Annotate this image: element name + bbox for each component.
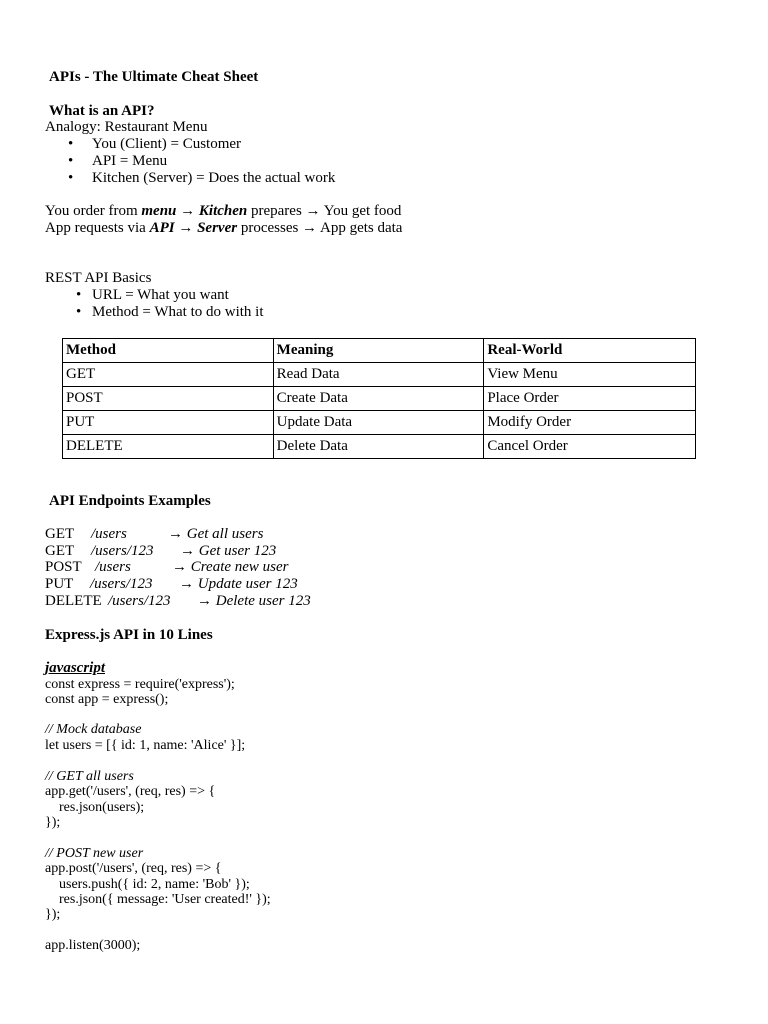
table-row <box>63 435 696 459</box>
section-heading-rest: REST API Basics <box>45 270 152 286</box>
table-cell: GET <box>63 363 274 387</box>
table-cell: Cancel Order <box>484 435 696 459</box>
endpoint-method: DELETE <box>45 593 102 609</box>
code-comment: // Mock database <box>45 722 142 737</box>
column-header: Real-World <box>484 339 696 363</box>
endpoint-path: /users/123 <box>90 576 153 592</box>
table-cell: Modify Order <box>484 411 696 435</box>
list-item: URL = What you want <box>92 287 229 303</box>
bullet-icon: • <box>76 287 82 303</box>
code-line: res.json(users); <box>45 800 145 815</box>
code-line: users.push({ id: 2, name: 'Bob' }); <box>45 877 250 892</box>
document-title: APIs - The Ultimate Cheat Sheet <box>49 69 259 85</box>
endpoint-description: → Update user 123 <box>179 576 298 592</box>
table-header-row <box>63 339 696 363</box>
endpoint-method: GET <box>45 543 75 559</box>
flow-line-1 <box>45 203 401 220</box>
endpoint-description: → Get user 123 <box>180 543 277 559</box>
section-heading-endpoints: API Endpoints Examples <box>49 493 211 509</box>
code-language-label: javascript <box>45 660 105 676</box>
endpoint-path: /users <box>95 559 131 575</box>
code-line: app.post('/users', (req, res) => { <box>45 861 222 876</box>
table-cell: DELETE <box>63 435 274 459</box>
section-heading-express: Express.js API in 10 Lines <box>45 627 213 643</box>
table-cell: Update Data <box>273 411 484 435</box>
table-cell: PUT <box>63 411 274 435</box>
table-row <box>63 387 696 411</box>
bullet-icon: • <box>76 304 82 320</box>
endpoint-path: /users/123 <box>91 543 154 559</box>
flow-emphasis: Server <box>197 220 238 236</box>
flow-text: processes → App gets data <box>237 220 403 236</box>
endpoint-description: → Get all users <box>168 526 264 542</box>
section-heading-what-is-api: What is an API? <box>49 103 155 119</box>
table-row <box>63 411 696 435</box>
bullet-icon: • <box>68 170 74 186</box>
arrow-icon: → <box>176 203 199 219</box>
bullet-icon: • <box>68 153 74 169</box>
endpoint-method: POST <box>45 559 82 575</box>
flow-text: prepares → You get food <box>247 203 402 219</box>
table-row <box>63 363 696 387</box>
code-line: res.json({ message: 'User created!' }); <box>45 892 271 907</box>
flow-line-2 <box>45 220 402 237</box>
table-cell: POST <box>63 387 274 411</box>
endpoint-path: /users <box>91 526 127 542</box>
bullet-icon: • <box>68 136 74 152</box>
flow-emphasis: API <box>149 220 175 236</box>
flow-text: App requests via <box>45 220 150 236</box>
code-line: }); <box>45 907 61 922</box>
table-cell: Delete Data <box>273 435 484 459</box>
code-line: app.get('/users', (req, res) => { <box>45 784 216 799</box>
endpoint-description: → Create new user <box>172 559 289 575</box>
code-line: const app = express(); <box>45 692 169 707</box>
flow-emphasis: Kitchen <box>198 203 248 219</box>
http-methods-table <box>62 338 696 459</box>
column-header: Method <box>63 339 274 363</box>
code-line: app.listen(3000); <box>45 938 141 953</box>
arrow-icon: → <box>174 220 198 236</box>
flow-emphasis: menu <box>141 203 177 219</box>
table-cell: Place Order <box>484 387 696 411</box>
list-item: API = Menu <box>92 153 168 169</box>
analogy-text: Analogy: Restaurant Menu <box>45 119 208 135</box>
table-cell: View Menu <box>484 363 696 387</box>
list-item: You (Client) = Customer <box>92 136 242 152</box>
code-line: const express = require('express'); <box>45 677 235 692</box>
code-line: let users = [{ id: 1, name: 'Alice' }]; <box>45 738 246 753</box>
code-line: }); <box>45 815 61 830</box>
endpoint-description: → Delete user 123 <box>197 593 311 609</box>
code-comment: // POST new user <box>45 846 144 861</box>
list-item: Method = What to do with it <box>92 304 264 320</box>
table-cell: Create Data <box>273 387 484 411</box>
list-item: Kitchen (Server) = Does the actual work <box>92 170 336 186</box>
code-comment: // GET all users <box>45 769 134 784</box>
endpoint-method: PUT <box>45 576 74 592</box>
endpoint-path: /users/123 <box>108 593 171 609</box>
column-header: Meaning <box>273 339 484 363</box>
endpoint-method: GET <box>45 526 75 542</box>
table-cell: Read Data <box>273 363 484 387</box>
flow-text: You order from <box>45 203 142 219</box>
